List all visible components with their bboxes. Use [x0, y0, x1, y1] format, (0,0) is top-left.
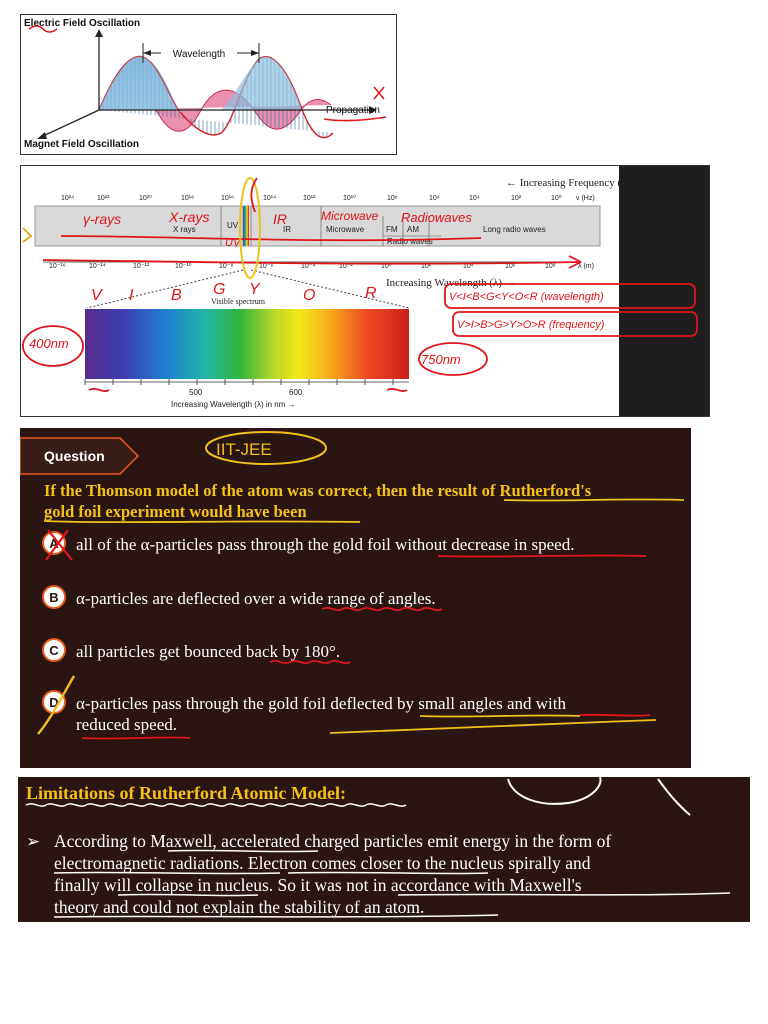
wavy-underline	[26, 804, 406, 806]
wl-tick: 10⁻²	[339, 263, 353, 270]
hand-400nm: 400nm	[29, 336, 69, 351]
wl-tick: 10⁶	[505, 263, 516, 270]
limitations-slide	[18, 777, 750, 922]
band-radio-waves: Radio waves	[387, 237, 433, 246]
magnetic-field-label: Magnet Field Oscillation	[24, 139, 140, 150]
nm-heading: Increasing Wavelength (λ) in nm →	[171, 400, 296, 409]
hand-g: G	[213, 281, 226, 298]
freq-tick: 10⁰	[551, 195, 562, 202]
hand-stroke	[23, 228, 31, 242]
question-badge-label: Question	[44, 448, 105, 464]
question-content	[20, 428, 691, 768]
bullet-icon: ➢	[26, 832, 41, 851]
hand-microwave: Microwave	[321, 209, 379, 223]
question-text-line1: If the Thomson model of the atom was correct, then the result of Rutherford's	[44, 481, 592, 500]
freq-tick: 10⁶	[429, 195, 440, 202]
wl-tick: 10⁴	[463, 263, 474, 270]
hand-v: V	[91, 287, 102, 304]
hand-frequency-order: V>I>B>G>Y>O>R (frequency)	[457, 319, 605, 331]
option-b-text: α-particles are deflected over a wide range of angles.	[76, 589, 436, 608]
annotation-underline	[324, 117, 386, 121]
nm-tick-500: 500	[189, 388, 203, 397]
hand-stroke	[89, 389, 109, 391]
underline	[438, 555, 646, 556]
freq-tick: 10⁴	[469, 195, 480, 202]
freq-tick: 10⁸	[387, 195, 398, 202]
band-microwave: Microwave	[326, 225, 365, 234]
hand-ir: IR	[273, 211, 287, 227]
question-text-line2: gold foil experiment would have been	[44, 502, 307, 521]
option-a-letter: A	[49, 536, 59, 551]
freq-tick: 10¹⁸	[181, 195, 195, 202]
option-d[interactable]	[43, 691, 566, 734]
underline	[420, 715, 580, 716]
electric-field-label: Electric Field Oscillation	[24, 18, 141, 29]
wl-tick: 10⁰	[381, 263, 392, 270]
freq-tick: 10¹⁰	[343, 195, 356, 202]
limitations-content	[18, 777, 750, 922]
limitations-line3: finally will collapse in nucleus. So it was not in accordance with Maxwell's	[54, 875, 582, 895]
wl-tick: 10⁻⁴	[301, 263, 316, 270]
option-b-letter: B	[49, 590, 59, 605]
limitations-line4: theory and could not explain the stability of an atom.	[54, 897, 425, 917]
hand-b: B	[171, 287, 182, 304]
option-b[interactable]	[43, 586, 436, 608]
visible-spectrum-label: Visible spectrum	[211, 297, 265, 306]
wl-tick: 10⁸	[545, 263, 556, 270]
wavy-underline	[322, 608, 442, 610]
underline	[504, 499, 684, 500]
limitations-line1: According to Maxwell, accelerated charged particles emit energy in the form of	[54, 831, 612, 851]
spectrum-diagram	[21, 166, 709, 416]
underline	[82, 737, 190, 738]
option-c-text: all particles get bounced back by 180°.	[76, 642, 341, 661]
option-d-text-line1: α-particles pass through the gold foil deflected by small angles and with	[76, 694, 566, 713]
hand-radiowaves: Radiowaves	[401, 210, 472, 225]
option-d-text-line2: reduced speed.	[76, 715, 178, 734]
band-ir: IR	[283, 225, 291, 234]
annotation-cross	[374, 87, 384, 99]
freq-tick: 10²⁴	[61, 195, 75, 202]
limitations-line2: electromagnetic radiations. Electron comes closer to the nucleus spirally and	[54, 853, 591, 873]
hand-750nm: 750nm	[421, 352, 461, 367]
wl-tick: 10⁻¹⁶	[49, 263, 66, 270]
freq-unit: ν (Hz)	[576, 195, 595, 202]
freq-tick: 10²²	[97, 195, 110, 202]
option-d-letter: D	[49, 695, 59, 710]
question-slide	[20, 428, 691, 768]
wl-tick: 10⁻¹²	[133, 263, 150, 270]
underline	[580, 715, 650, 716]
propagation-label: Propagation	[326, 105, 380, 116]
hand-o: O	[303, 287, 316, 304]
hand-xrays: X-rays	[169, 209, 210, 225]
hand-stroke	[387, 389, 407, 391]
hand-stroke	[508, 777, 601, 804]
frequency-heading: ← Increasing Frequency (ν)	[506, 177, 630, 189]
limitations-title: Limitations of Rutherford Atomic Model:	[26, 783, 346, 803]
freq-tick: 10¹⁴	[263, 195, 277, 202]
hand-i: I	[129, 287, 134, 304]
em-wave-figure	[20, 14, 397, 155]
hand-r: R	[365, 285, 377, 302]
nm-tick-600: 600	[289, 388, 303, 397]
band-xrays: X rays	[173, 225, 196, 234]
option-a-text: all of the α-particles pass through the gold foil without decrease in speed.	[76, 535, 575, 554]
hand-gamma-rays: γ-rays	[83, 211, 122, 227]
underline	[330, 720, 656, 733]
hand-uv: UV	[225, 237, 241, 249]
band-fm: FM	[386, 225, 398, 234]
visible-spectrum-bar	[85, 309, 409, 379]
freq-tick: 10¹²	[303, 195, 316, 202]
em-wave-diagram	[21, 15, 396, 154]
band-am: AM	[407, 225, 419, 234]
band-long-radio: Long radio waves	[483, 225, 546, 234]
wavy-underline	[270, 661, 350, 663]
option-c-letter: C	[49, 643, 59, 658]
iit-jee-label: IIT-JEE	[216, 440, 272, 459]
option-a[interactable]	[43, 532, 574, 554]
freq-tick: 10¹⁶	[221, 195, 234, 202]
wl-tick: 10⁻¹⁰	[175, 263, 192, 270]
em-spectrum-figure	[20, 165, 710, 417]
wavelength-label: Wavelength	[172, 49, 226, 60]
wl-tick: 10⁻⁸	[219, 263, 234, 270]
hand-y: Y	[249, 281, 260, 298]
wl-tick: 10²	[421, 263, 432, 270]
wl-unit: λ (m)	[578, 263, 594, 270]
freq-tick: 10²⁰	[139, 195, 152, 202]
option-c[interactable]	[43, 639, 340, 661]
hand-wavelength-order: V<I<B<G<Y<O<R (wavelength)	[449, 291, 604, 303]
hand-stroke	[658, 779, 690, 815]
underline	[44, 521, 360, 522]
wavelength-heading: Increasing Wavelength (λ) →	[386, 277, 516, 289]
freq-tick: 10²	[511, 195, 522, 202]
wl-tick: 10⁻⁶	[259, 263, 274, 270]
wl-tick: 10⁻¹⁴	[89, 263, 106, 270]
band-uv: UV	[227, 221, 239, 230]
